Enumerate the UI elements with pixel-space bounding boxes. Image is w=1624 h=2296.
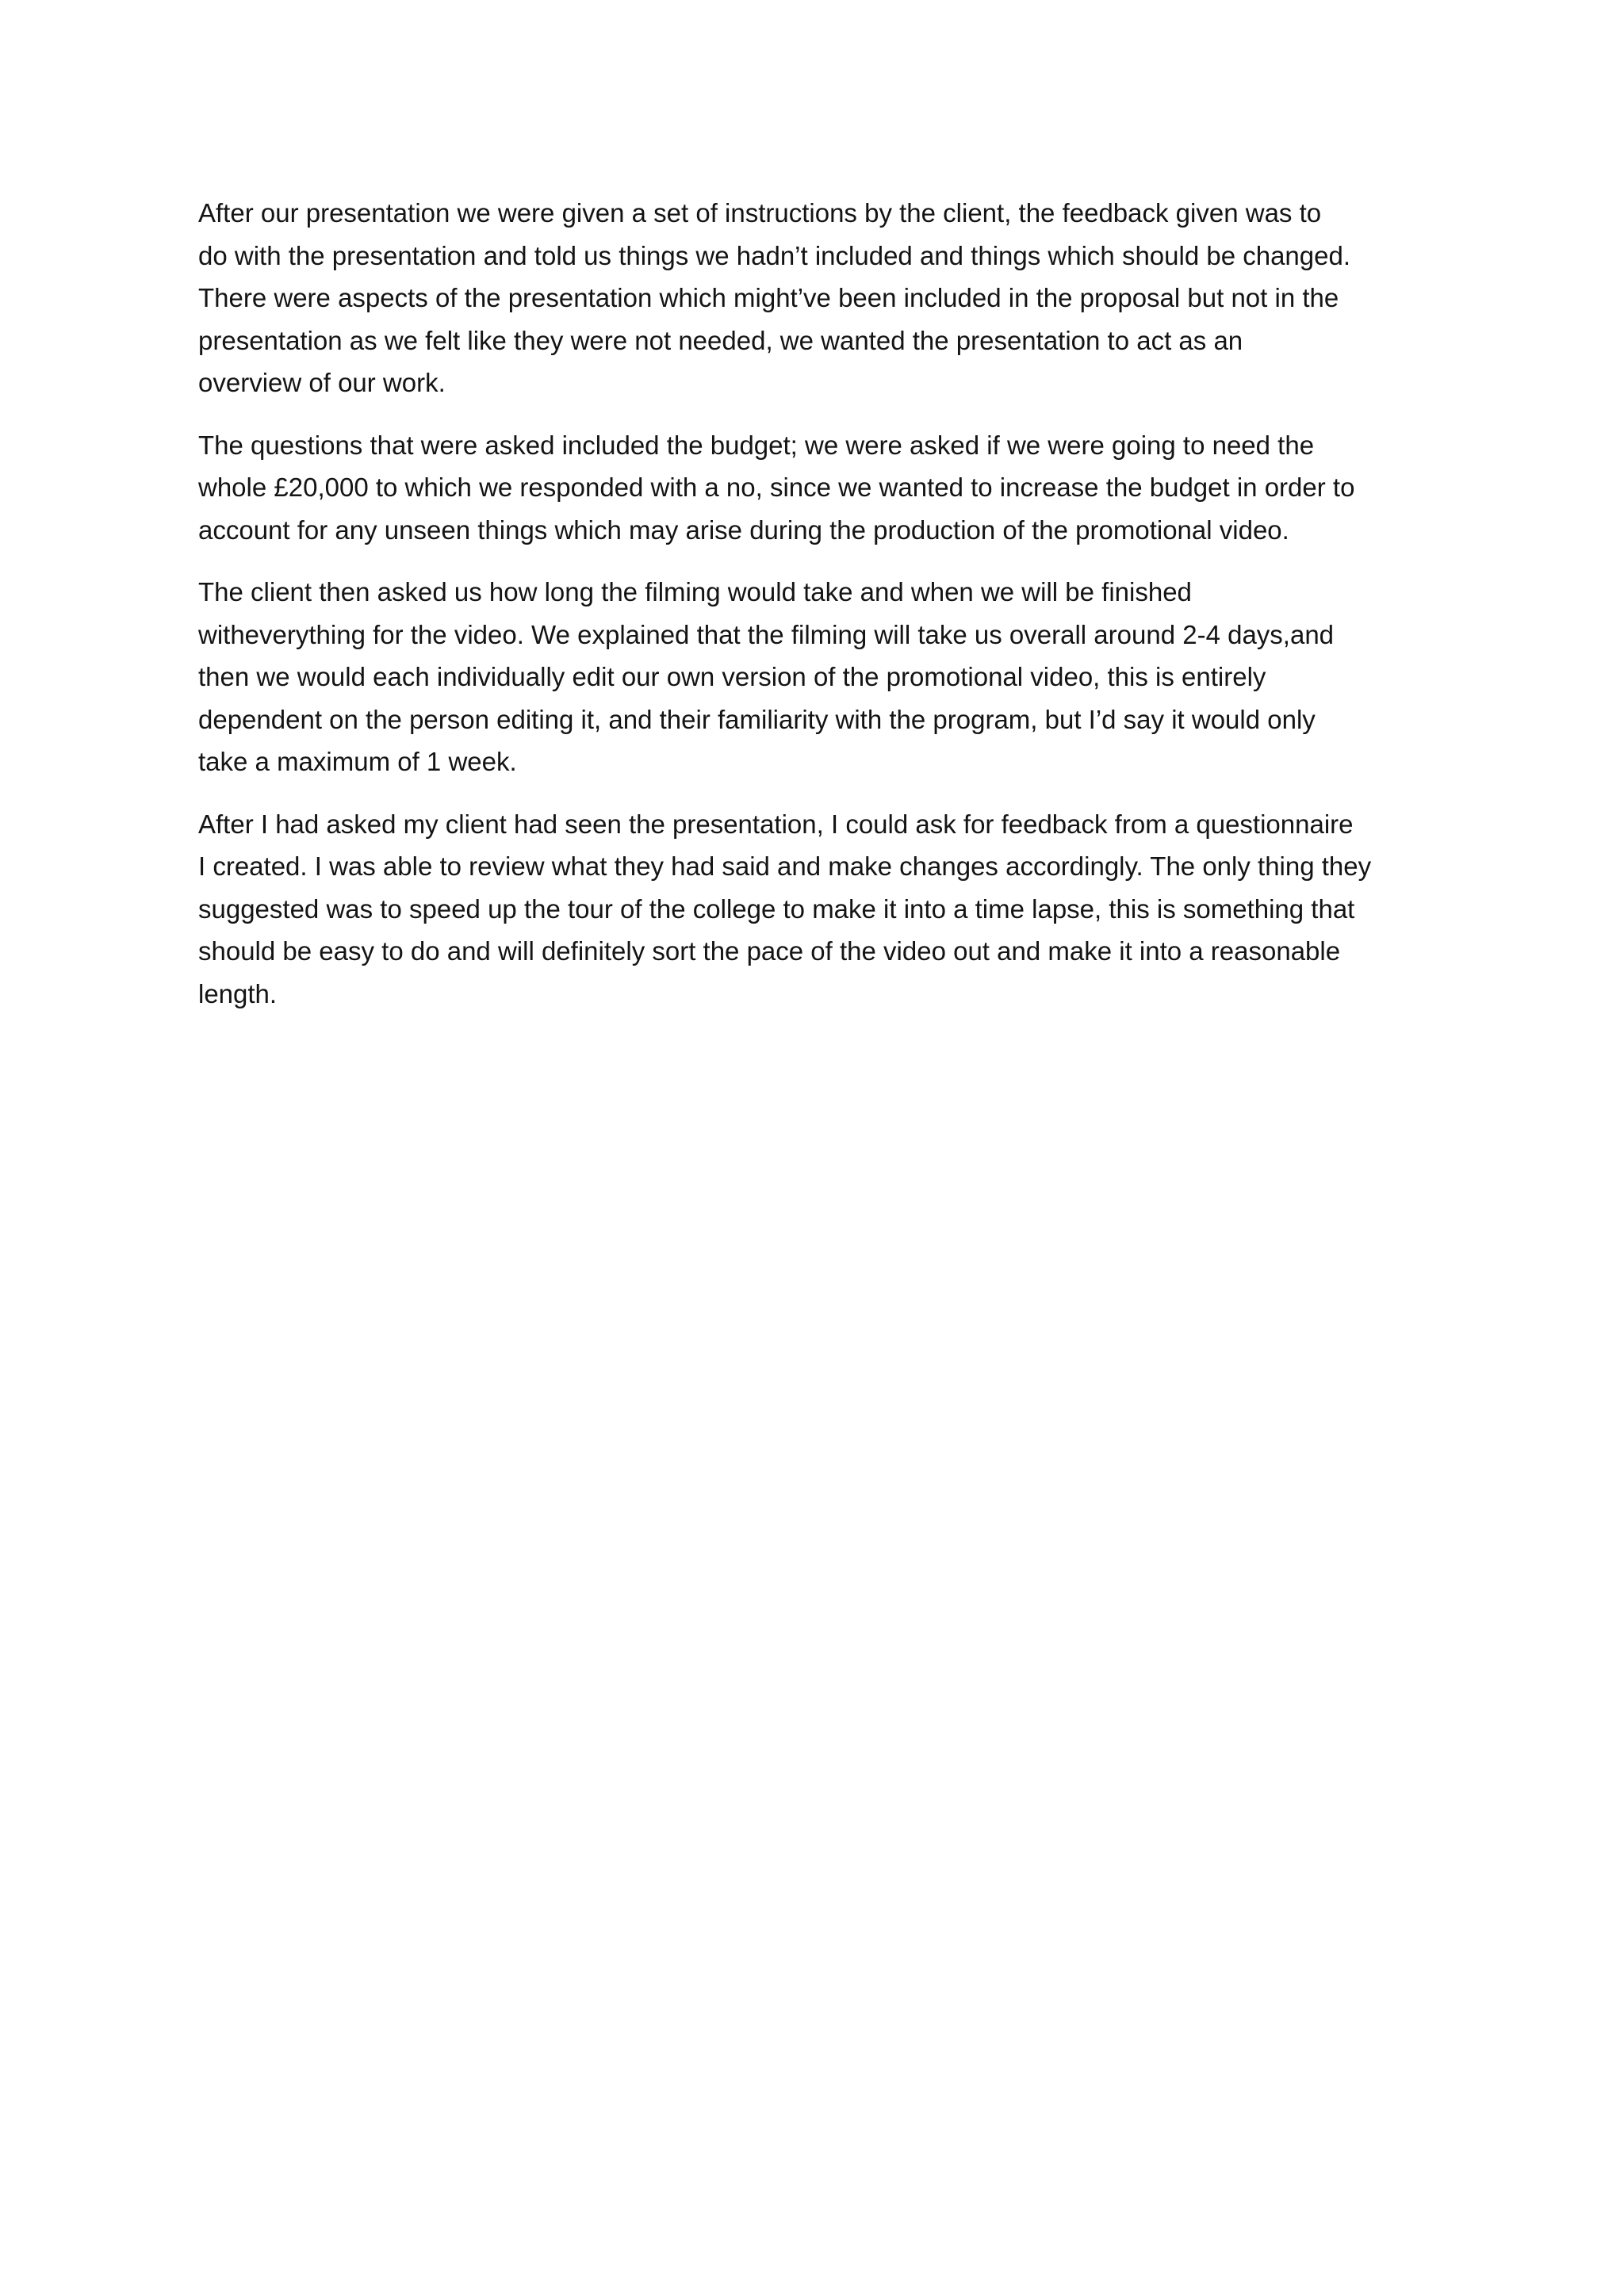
text-line: whole £20,000 to which we responded with a no, since we wanted to increase the budget in order to xyxy=(198,473,1355,502)
text-line: There were aspects of the presentation which might’ve been included in the proposal but not in the xyxy=(198,283,1339,312)
text-line: length. xyxy=(198,978,278,1008)
text-line: dependent on the person editing it, and their familiarity with the program, but I’d say it would only xyxy=(198,704,1316,734)
paragraph-filming-timeline xyxy=(198,571,1451,783)
paragraph-questionnaire-feedback xyxy=(198,803,1451,1016)
text-line: overview of our work. xyxy=(198,368,446,397)
text-line: should be easy to do and will definitely sort the pace of the video out and make it into a reasonable xyxy=(198,936,1341,966)
text-line: take a maximum of 1 week. xyxy=(198,747,517,776)
text-line: I created. I was able to review what they had said and make changes accordingly. The only thing they xyxy=(198,851,1372,881)
text-line: account for any unseen things which may arise during the production of the promotional video. xyxy=(198,515,1289,545)
paragraph-presentation-feedback xyxy=(198,192,1451,404)
document-body xyxy=(198,192,1451,1035)
text-line: After our presentation we were given a set of instructions by the client, the feedback given was to xyxy=(198,198,1322,228)
text-line: After I had asked my client had seen the presentation, I could ask for feedback from a questionnaire xyxy=(198,809,1354,839)
text-line: suggested was to speed up the tour of the college to make it into a time lapse, this is something that xyxy=(198,894,1355,924)
text-line: The questions that were asked included the budget; we were asked if we were going to need the xyxy=(198,430,1315,460)
text-line: witheverything for the video. We explained that the filming will take us overall around 2-4 days,and xyxy=(198,619,1335,649)
text-line: presentation as we felt like they were not needed, we wanted the presentation to act as an xyxy=(198,325,1243,355)
paragraph-budget-questions xyxy=(198,424,1451,552)
text-line: do with the presentation and told us things we hadn’t included and things which should be changed. xyxy=(198,240,1351,270)
text-line: The client then asked us how long the filming would take and when we will be finished xyxy=(198,577,1192,607)
text-line: then we would each individually edit our own version of the promotional video, this is entirely xyxy=(198,662,1266,691)
